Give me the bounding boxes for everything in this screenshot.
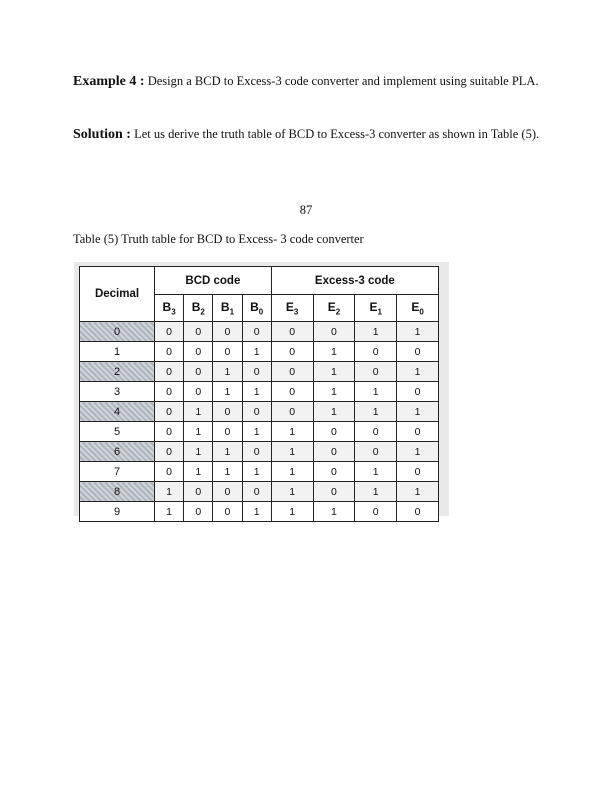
decimal-cell: 0	[80, 322, 155, 342]
solution-label: Solution :	[73, 127, 131, 142]
bit-cell: 1	[213, 442, 242, 462]
bit-cell: 1	[213, 462, 242, 482]
column-letter: B	[250, 299, 259, 314]
bit-cell: 0	[397, 462, 439, 482]
bit-cell: 1	[271, 482, 313, 502]
column-subscript: 2	[335, 307, 341, 317]
column-subscript: 1	[229, 307, 235, 317]
bit-cell: 0	[271, 362, 313, 382]
bit-cell: 0	[271, 342, 313, 362]
bit-cell: 1	[213, 382, 242, 402]
bit-cell: 0	[397, 342, 439, 362]
column-subscript: 1	[377, 307, 382, 317]
decimal-cell: 3	[80, 382, 155, 402]
bit-cell: 1	[355, 322, 397, 342]
truth-table-image	[74, 262, 449, 516]
bit-cell: 0	[242, 322, 271, 342]
bit-cell: 1	[184, 442, 213, 462]
bit-cell: 1	[242, 462, 271, 482]
bit-cell: 0	[313, 482, 355, 502]
bit-cell: 0	[397, 382, 439, 402]
bit-cell: 0	[397, 502, 439, 522]
decimal-cell: 7	[80, 462, 155, 482]
bit-cell: 0	[242, 442, 271, 462]
bit-cell: 0	[155, 342, 184, 362]
decimal-cell: 9	[80, 502, 155, 522]
example-paragraph	[73, 68, 553, 95]
bit-cell: 1	[184, 422, 213, 442]
decimal-cell: 8	[80, 482, 155, 502]
bit-cell: 1	[397, 402, 439, 422]
table-row	[80, 442, 439, 462]
example-text: Design a BCD to Excess-3 code converter and implement using suitable PLA.	[144, 74, 539, 88]
bit-cell: 0	[213, 402, 242, 422]
table-row	[80, 402, 439, 422]
solution-paragraph	[73, 121, 553, 148]
truth-table	[79, 266, 439, 522]
example-label: Example 4 :	[73, 74, 145, 89]
bit-cell: 1	[271, 462, 313, 482]
bit-cell: 0	[184, 342, 213, 362]
bit-cell: 0	[355, 502, 397, 522]
bit-cell: 0	[271, 382, 313, 402]
bit-cell: 1	[242, 502, 271, 522]
bit-cell: 1	[184, 402, 213, 422]
bit-cell: 1	[155, 482, 184, 502]
bit-cell: 0	[184, 322, 213, 342]
bit-cell: 0	[271, 402, 313, 422]
bit-cell: 1	[271, 442, 313, 462]
bit-cell: 0	[355, 342, 397, 362]
bit-cell: 1	[242, 382, 271, 402]
bit-cell: 1	[271, 502, 313, 522]
bit-cell: 0	[213, 502, 242, 522]
column-subscript: 2	[200, 307, 205, 317]
bit-cell: 0	[184, 382, 213, 402]
column-header-b2	[184, 295, 213, 322]
bit-cell: 0	[313, 442, 355, 462]
bit-cell: 0	[242, 362, 271, 382]
header-decimal: Decimal	[80, 267, 155, 322]
bit-cell: 1	[155, 502, 184, 522]
bit-cell: 1	[313, 402, 355, 422]
bit-cell: 1	[184, 462, 213, 482]
bit-cell: 0	[213, 342, 242, 362]
column-header-b1	[213, 295, 242, 322]
column-letter: E	[327, 299, 336, 314]
bit-cell: 0	[155, 362, 184, 382]
bit-cell: 1	[397, 482, 439, 502]
table-row	[80, 342, 439, 362]
bit-cell: 0	[155, 402, 184, 422]
column-letter: E	[369, 299, 378, 314]
column-subscript: 0	[258, 307, 264, 317]
bit-cell: 0	[213, 322, 242, 342]
bit-cell: 0	[355, 362, 397, 382]
decimal-cell: 2	[80, 362, 155, 382]
bit-cell: 0	[213, 482, 242, 502]
bit-cell: 1	[397, 442, 439, 462]
bit-cell: 0	[155, 422, 184, 442]
bit-cell: 1	[313, 362, 355, 382]
bit-cell: 0	[271, 322, 313, 342]
column-letter: E	[285, 299, 294, 314]
bit-cell: 1	[313, 382, 355, 402]
decimal-cell: 6	[80, 442, 155, 462]
table-row	[80, 322, 439, 342]
bit-cell: 1	[313, 342, 355, 362]
decimal-cell: 1	[80, 342, 155, 362]
bit-cell: 0	[355, 422, 397, 442]
bit-cell: 0	[184, 482, 213, 502]
column-subscript: 3	[171, 307, 176, 317]
bit-cell: 0	[313, 422, 355, 442]
column-subscript: 3	[293, 307, 299, 317]
bit-cell: 0	[213, 422, 242, 442]
bit-cell: 0	[397, 422, 439, 442]
column-letter: B	[191, 299, 201, 314]
bit-cell: 1	[271, 422, 313, 442]
bit-cell: 0	[184, 362, 213, 382]
table-row	[80, 502, 439, 522]
column-header-e2	[313, 295, 355, 322]
table-row	[80, 462, 439, 482]
bit-cell: 0	[242, 482, 271, 502]
bit-cell: 0	[242, 402, 271, 422]
decimal-cell: 5	[80, 422, 155, 442]
table-caption: Table (5) Truth table for BCD to Excess- 3 code converter	[73, 232, 364, 246]
bit-cell: 1	[355, 382, 397, 402]
bit-cell: 1	[313, 502, 355, 522]
table-row	[80, 482, 439, 502]
bit-cell: 0	[313, 462, 355, 482]
bit-cell: 1	[397, 322, 439, 342]
column-header-b3	[155, 295, 184, 322]
bit-cell: 0	[313, 322, 355, 342]
bit-cell: 0	[155, 462, 184, 482]
column-header-e3	[271, 295, 313, 322]
table-row	[80, 362, 439, 382]
column-letter: B	[220, 299, 230, 314]
bit-cell: 1	[242, 342, 271, 362]
bit-cell: 1	[355, 402, 397, 422]
bit-cell: 0	[155, 322, 184, 342]
bit-cell: 1	[355, 482, 397, 502]
solution-text: Let us derive the truth table of BCD to Excess-3 converter as shown in Table (5).	[130, 127, 540, 141]
column-header-b0	[242, 295, 271, 322]
table-row	[80, 422, 439, 442]
bit-cell: 0	[155, 382, 184, 402]
bit-cell: 1	[213, 362, 242, 382]
bit-cell: 0	[155, 442, 184, 462]
bit-cell: 1	[355, 462, 397, 482]
column-header-e1	[355, 295, 397, 322]
column-letter: E	[411, 299, 420, 314]
column-letter: B	[162, 299, 172, 314]
bit-cell: 1	[242, 422, 271, 442]
page-number: 87	[299, 203, 313, 217]
decimal-cell: 4	[80, 402, 155, 422]
header-excess3-code: Excess-3 code	[271, 267, 438, 295]
bit-cell: 1	[397, 362, 439, 382]
column-header-e0	[397, 295, 439, 322]
bit-cell: 0	[355, 442, 397, 462]
header-bcd-code: BCD code	[155, 267, 272, 295]
column-subscript: 0	[419, 307, 424, 317]
table-row	[80, 382, 439, 402]
bit-cell: 0	[184, 502, 213, 522]
